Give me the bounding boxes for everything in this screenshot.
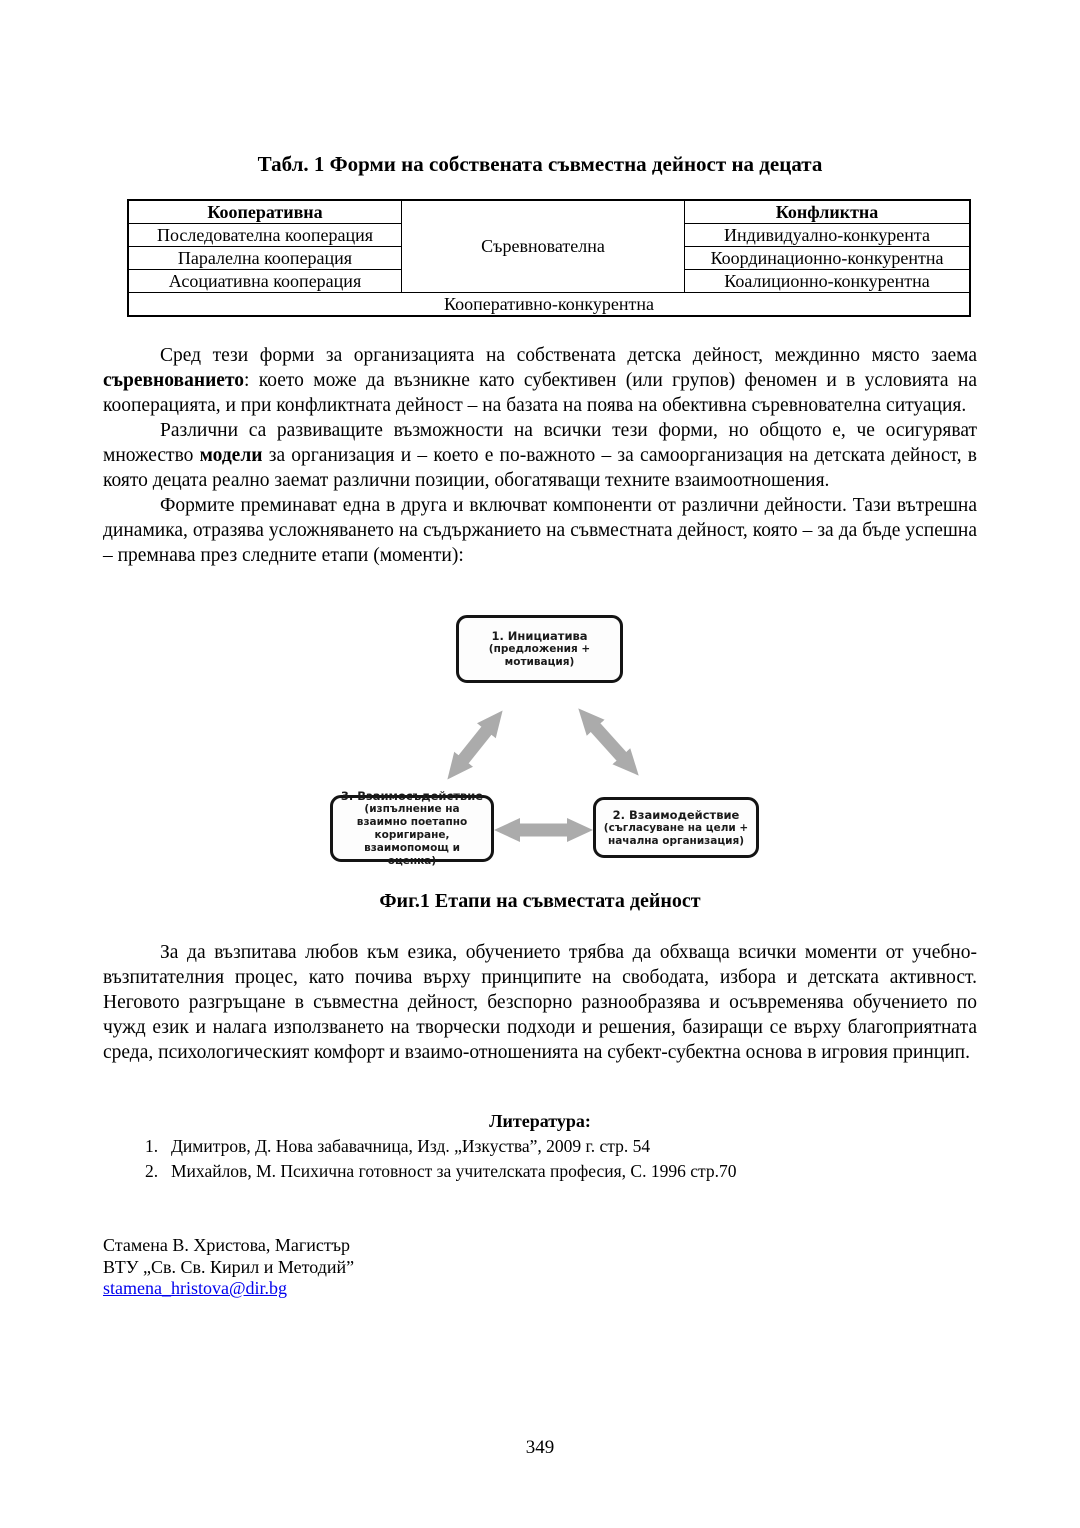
cell-conflict-1: Индивидуално-конкурента	[685, 224, 971, 247]
paragraph-1	[103, 343, 977, 418]
cell-conflict-header: Конфликтна	[685, 200, 971, 224]
diagram-box-interaction	[593, 797, 759, 858]
table-row	[128, 200, 970, 224]
double-arrow-right-icon	[595, 727, 622, 757]
literature-heading: Литература:	[489, 1111, 591, 1131]
paragraph-1-text: Сред тези форми за организацията на собствената детска дейност, междинно място заема	[160, 345, 977, 366]
double-arrow-left-icon	[463, 730, 487, 760]
cell-cooperative-2: Паралелна кооперация	[128, 247, 402, 270]
diagram-box-coassistance	[330, 789, 494, 867]
diagram-box-initiative	[456, 615, 623, 683]
diagram-box-initiative-subtitle: (предложения + мотивация)	[488, 643, 591, 668]
literature-item-text: Михайлов, М. Психична готовност за учителската професия, С. 1996 стр.70	[171, 1160, 737, 1181]
literature-item-number: 2.	[145, 1160, 159, 1181]
cell-cooperative-3: Асоциативна кооперация	[128, 270, 402, 293]
author-block	[103, 1235, 977, 1300]
literature-list	[145, 1134, 977, 1183]
literature-item-number: 1.	[145, 1136, 159, 1156]
paragraph-2-bold-term: модели	[199, 445, 263, 466]
cell-cooperative-1: Последователна кооперация	[128, 224, 402, 247]
paragraph-3: Формите преминават една в друга и включват компоненти от различни дейности. Тази вътрешна динамика, отразява усложняването на съдържанието на съвместната дейност, която – за да бъде успешна – премнава през следните етапи (моменти):	[103, 495, 977, 566]
diagram-box-interaction-title: 2. Взаимодействие	[612, 807, 740, 822]
table-title: Табл. 1 Форми на собствената съвместна дейност на децата	[257, 152, 823, 176]
cell-conflict-2: Координационно-конкурентна	[685, 247, 971, 270]
stages-diagram	[103, 610, 977, 872]
figure-caption: Фиг.1 Етапи на съвместата дейност	[379, 890, 701, 912]
paragraph-2	[103, 418, 977, 493]
author-email-link[interactable]: stamena_hristova@dir.bg	[103, 1278, 288, 1298]
paragraph-1-text-cont: : което може да възникне като субективен (или групов) феномен и в условията на кооперацията, и при конфликтната дейност – на базата на поява на обективна съревнователна ситуация.	[103, 370, 977, 416]
cell-competitive: Съревнователна	[402, 200, 685, 293]
table-row	[128, 293, 970, 317]
page-number: 349	[525, 1437, 555, 1458]
literature-item-text: Димитров, Д. Нова забавачница, Изд. „Изкуства”, 2009 г. стр. 54	[171, 1136, 651, 1156]
author-affiliation: ВТУ „Св. Св. Кирил и Методий”	[103, 1256, 355, 1277]
diagram-box-interaction-subtitle: (съгласуване на цели + начална организация)	[603, 821, 749, 847]
paragraph-2-text-cont: за организация и – което е по-важното – за самоорганизация на детската дейност, в която децата реално заемат различни позиции, обогатяващи техните взаимоотношения.	[103, 445, 977, 491]
cell-bottom-span: Кооперативно-конкурентна	[128, 293, 970, 317]
cell-cooperative-header: Кооперативна	[128, 200, 402, 224]
diagram-box-coassistance-subtitle: (изпълнение на взаимно поетапно коригиране, взаимопомощ и оценка)	[356, 803, 468, 867]
forms-table	[127, 199, 971, 317]
author-name: Стамена В. Христова, Магистър	[103, 1235, 351, 1255]
list-item	[145, 1159, 977, 1184]
paragraph-1-bold-term: съревнованието	[103, 370, 245, 391]
diagram-box-initiative-title: 1. Инициатива	[491, 629, 588, 643]
cell-conflict-3: Коалиционно-конкурентна	[685, 270, 971, 293]
list-item	[145, 1134, 977, 1159]
diagram-box-coassistance-title: 3. Взаимосъдействие	[340, 789, 484, 803]
paragraph-2-text: Различни са развиващите възможности на всички тези форми, но общото е, че осигуряват множество	[103, 420, 977, 466]
paragraph-4: За да възпитава любов към езика, обучението трябва да обхваща всички моменти от учебно-възпитателния процес, като почива върху принципите на свободата, избора и детската активност. Неговото разгръщане в съвместна дейност, безспорно разнообразява и осъвременява обучението по чужд език и налага използването на творчески подходи и решения, базиращи се върху благоприятната среда, психологическият комфорт и взаимо-отношенията на субект-субектна основа в игровия принцип.	[103, 942, 977, 1063]
